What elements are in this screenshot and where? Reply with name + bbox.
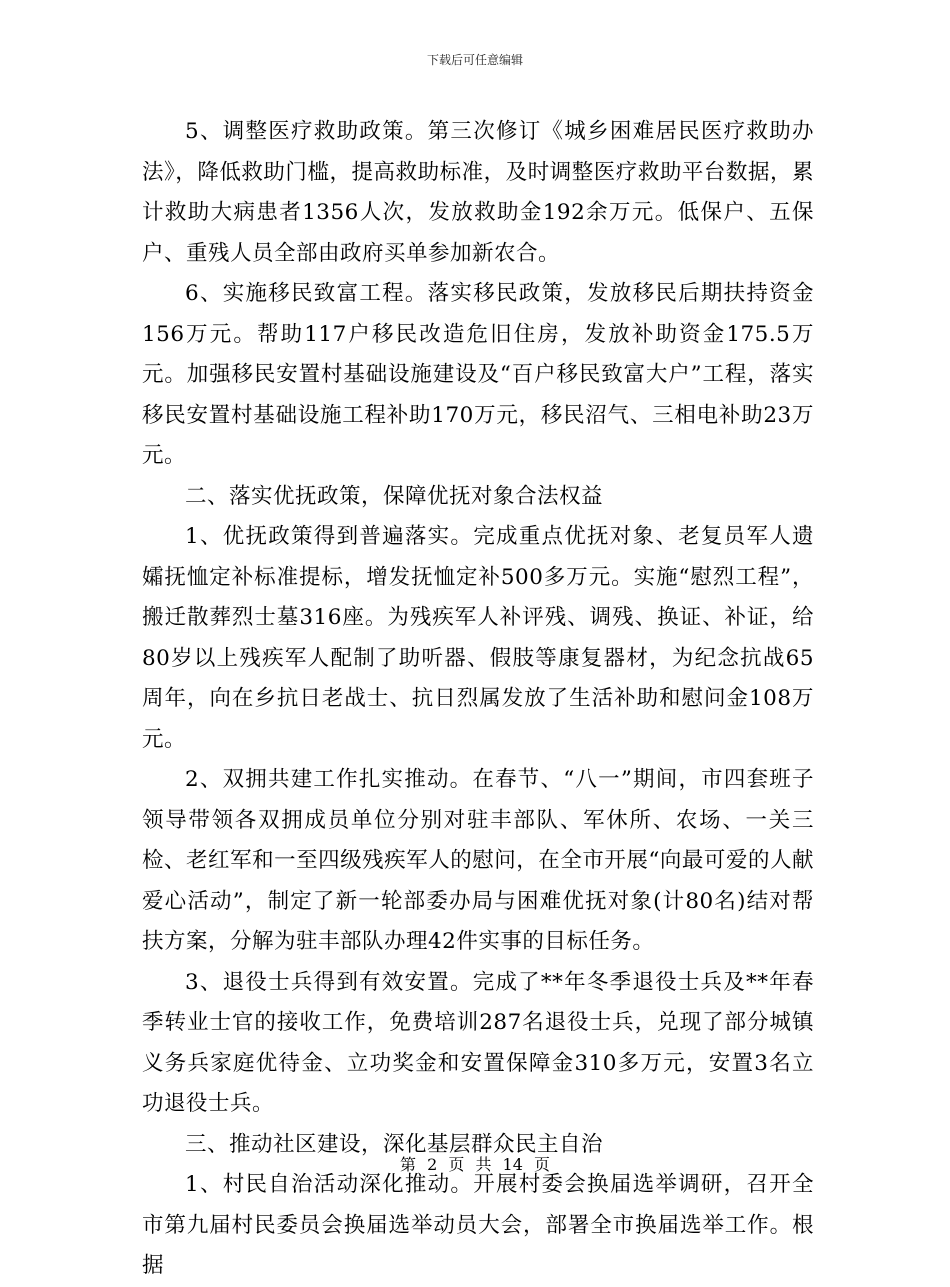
page-header: 下载后可任意编辑 [426,53,523,67]
paragraph-medical-aid: 5、调整医疗救助政策。第三次修订《城乡困难居民医疗救助办法》，降低救助门槛，提高救助标准，及时调整医疗救助平台数据，累计救助大病患者1356人次，发放救助金192余万元。低保户、五保户、重残人员全部由政府买单参加新农合。 [142,119,814,266]
paragraph-double-support: 2、双拥共建工作扎实推动。在春节、“八一”期间，市四套班子领导带领各双拥成员单位分别对驻丰部队、军休所、农场、一关三检、老红军和一至四级残疾军人的慰问，在全市开展“向最可爱的人献爱心活动”，制定了新一轮部委办局与困难优抚对象(计80名)结对帮扶方案，分解为驻丰部队办理42件实事的目标任务。 [142,767,814,954]
section-heading-3: 三、推动社区建设，深化基层群众民主自治 [185,1131,604,1157]
paragraph-preferential-policy: 1、优抚政策得到普遍落实。完成重点优抚对象、老复员军人遗孀抚恤定补标准提标，增发抚恤定补500多万元。实施“慰烈工程”，搬迁散葬烈士墓316座。为残疾军人补评残、调残、换证、补证，给80岁以上残疾军人配制了助听器、假肢等康复器材，为纪念抗战65周年，向在乡抗日老战士、抗日烈属发放了生活补助和慰问金108万元。 [142,524,814,752]
paragraph-migrant-project: 6、实施移民致富工程。落实移民政策，发放移民后期扶持资金156万元。帮助117户移民改造危旧住房，发放补助资金175.5万元。加强移民安置村基础设施建设及“百户移民致富大户”工程，落实移民安置村基础设施工程补助170万元，移民沼气、三相电补助23万元。 [142,281,814,468]
page-number-footer: 第 2 页 共 14 页 [400,1155,550,1174]
paragraph-village-autonomy: 1、村民自治活动深化推动。开展村委会换届选举调研，召开全市第九届村民委员会换届选举动员大会，部署全市换届选举工作。根据 [142,1172,814,1278]
section-heading-2: 二、落实优抚政策，保障优抚对象合法权益 [185,483,604,509]
paragraph-veteran-placement: 3、退役士兵得到有效安置。完成了**年冬季退役士兵及**年春季转业士官的接收工作，免费培训287名退役士兵，兑现了部分城镇义务兵家庭优待金、立功奖金和安置保障金310多万元，安置3名立功退役士兵。 [142,969,814,1116]
document-body [142,112,814,1287]
